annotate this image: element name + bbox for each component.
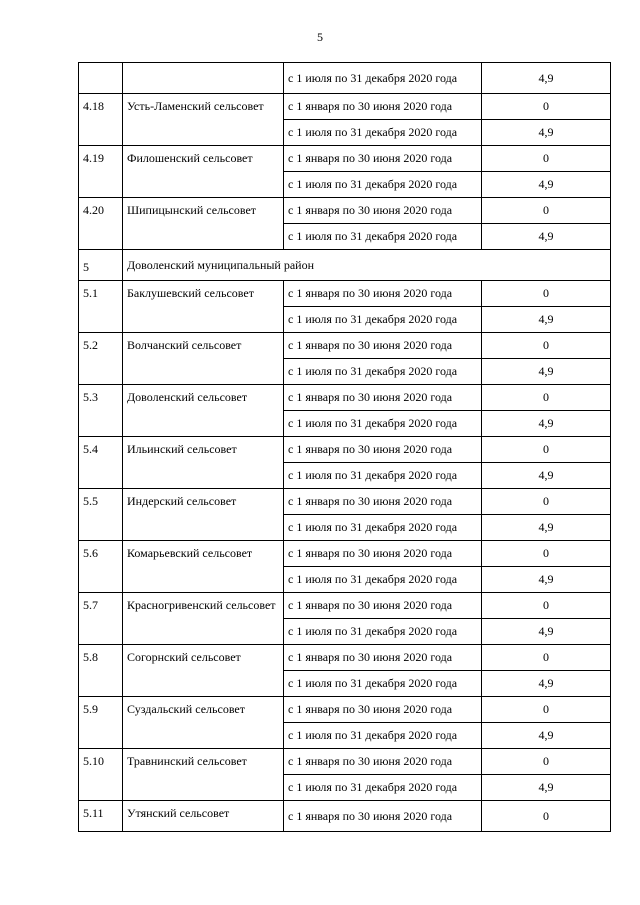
table-row bbox=[79, 63, 611, 94]
period-cell: с 1 января по 30 июня 2020 года bbox=[284, 333, 482, 359]
value-cell: 4,9 bbox=[482, 359, 611, 385]
period-cell: с 1 января по 30 июня 2020 года bbox=[284, 541, 482, 567]
period-cell: с 1 июля по 31 декабря 2020 года bbox=[284, 775, 482, 801]
table-row bbox=[79, 645, 611, 671]
row-number: 5.9 bbox=[79, 697, 123, 749]
value-cell: 4,9 bbox=[482, 307, 611, 333]
settlement-name: Комарьевский сельсовет bbox=[123, 541, 284, 593]
value-cell: 0 bbox=[482, 437, 611, 463]
page-number: 5 bbox=[317, 30, 323, 44]
value-cell: 4,9 bbox=[482, 463, 611, 489]
table-row bbox=[79, 333, 611, 359]
table-row bbox=[79, 697, 611, 723]
tariff-table bbox=[78, 62, 611, 832]
settlement-name: Ильинский сельсовет bbox=[123, 437, 284, 489]
period-cell: с 1 января по 30 июня 2020 года bbox=[284, 749, 482, 775]
row-number: 5.11 bbox=[79, 801, 123, 832]
settlement-name: Индерский сельсовет bbox=[123, 489, 284, 541]
period-cell: с 1 июля по 31 декабря 2020 года bbox=[284, 411, 482, 437]
settlement-name: Доволенский сельсовет bbox=[123, 385, 284, 437]
period-cell: с 1 января по 30 июня 2020 года bbox=[284, 385, 482, 411]
period-cell: с 1 июля по 31 декабря 2020 года bbox=[284, 567, 482, 593]
table-row bbox=[79, 437, 611, 463]
table-row bbox=[79, 385, 611, 411]
settlement-name: Шипицынский сельсовет bbox=[123, 198, 284, 250]
value-cell: 4,9 bbox=[482, 411, 611, 437]
settlement-name: Утянский сельсовет bbox=[123, 801, 284, 832]
table-row bbox=[79, 541, 611, 567]
table-row bbox=[79, 489, 611, 515]
period-cell: с 1 января по 30 июня 2020 года bbox=[284, 146, 482, 172]
row-number: 5.6 bbox=[79, 541, 123, 593]
district-name: Доволенский муниципальный район bbox=[123, 250, 611, 281]
settlement-name: Филошенский сельсовет bbox=[123, 146, 284, 198]
row-number-cell bbox=[79, 63, 123, 94]
value-cell: 0 bbox=[482, 593, 611, 619]
period-cell: с 1 января по 30 июня 2020 года bbox=[284, 489, 482, 515]
value-cell: 0 bbox=[482, 645, 611, 671]
value-cell: 0 bbox=[482, 489, 611, 515]
value-cell: 4,9 bbox=[482, 63, 611, 94]
period-cell: с 1 июля по 31 декабря 2020 года bbox=[284, 463, 482, 489]
value-cell: 0 bbox=[482, 198, 611, 224]
value-cell: 0 bbox=[482, 94, 611, 120]
value-cell: 4,9 bbox=[482, 723, 611, 749]
period-cell: с 1 января по 30 июня 2020 года bbox=[284, 198, 482, 224]
period-cell: с 1 июля по 31 декабря 2020 года bbox=[284, 723, 482, 749]
value-cell: 4,9 bbox=[482, 515, 611, 541]
value-cell: 0 bbox=[482, 749, 611, 775]
settlement-name: Согорнский сельсовет bbox=[123, 645, 284, 697]
row-number: 5.3 bbox=[79, 385, 123, 437]
row-number: 5.5 bbox=[79, 489, 123, 541]
settlement-name: Красногривенский сельсовет bbox=[123, 593, 284, 645]
period-cell: с 1 января по 30 июня 2020 года bbox=[284, 281, 482, 307]
table-body bbox=[79, 63, 611, 832]
value-cell: 4,9 bbox=[482, 567, 611, 593]
period-cell: с 1 июля по 31 декабря 2020 года bbox=[284, 619, 482, 645]
settlement-name: Волчанский сельсовет bbox=[123, 333, 284, 385]
period-cell: с 1 июля по 31 декабря 2020 года bbox=[284, 671, 482, 697]
district-row bbox=[79, 250, 611, 281]
period-cell: с 1 июля по 31 декабря 2020 года bbox=[284, 307, 482, 333]
value-cell: 4,9 bbox=[482, 619, 611, 645]
settlement-name: Суздальский сельсовет bbox=[123, 697, 284, 749]
row-number: 5.1 bbox=[79, 281, 123, 333]
period-cell: с 1 января по 30 июня 2020 года bbox=[284, 801, 482, 832]
value-cell: 0 bbox=[482, 541, 611, 567]
row-number: 4.18 bbox=[79, 94, 123, 146]
table-row bbox=[79, 281, 611, 307]
value-cell: 4,9 bbox=[482, 671, 611, 697]
row-number: 5.8 bbox=[79, 645, 123, 697]
row-number: 5.7 bbox=[79, 593, 123, 645]
settlement-name-cell bbox=[123, 63, 284, 94]
period-cell: с 1 января по 30 июня 2020 года bbox=[284, 645, 482, 671]
period-cell: с 1 января по 30 июня 2020 года bbox=[284, 697, 482, 723]
period-cell: с 1 января по 30 июня 2020 года bbox=[284, 437, 482, 463]
table-row bbox=[79, 593, 611, 619]
row-number: 5.10 bbox=[79, 749, 123, 801]
value-cell: 0 bbox=[482, 697, 611, 723]
district-number: 5 bbox=[79, 250, 123, 281]
period-cell: с 1 января по 30 июня 2020 года bbox=[284, 593, 482, 619]
row-number: 4.19 bbox=[79, 146, 123, 198]
value-cell: 0 bbox=[482, 281, 611, 307]
table-row bbox=[79, 94, 611, 120]
value-cell: 4,9 bbox=[482, 224, 611, 250]
period-cell: с 1 июля по 31 декабря 2020 года bbox=[284, 359, 482, 385]
table-row bbox=[79, 198, 611, 224]
settlement-name: Усть-Ламенский сельсовет bbox=[123, 94, 284, 146]
table-row bbox=[79, 801, 611, 832]
value-cell: 4,9 bbox=[482, 120, 611, 146]
table-row bbox=[79, 146, 611, 172]
period-cell: с 1 июля по 31 декабря 2020 года bbox=[284, 172, 482, 198]
value-cell: 4,9 bbox=[482, 172, 611, 198]
period-cell: с 1 июля по 31 декабря 2020 года bbox=[284, 515, 482, 541]
table-row bbox=[79, 749, 611, 775]
period-cell: с 1 января по 30 июня 2020 года bbox=[284, 94, 482, 120]
value-cell: 0 bbox=[482, 385, 611, 411]
row-number: 4.20 bbox=[79, 198, 123, 250]
value-cell: 0 bbox=[482, 146, 611, 172]
period-cell: с 1 июля по 31 декабря 2020 года bbox=[284, 120, 482, 146]
period-cell: с 1 июля по 31 декабря 2020 года bbox=[284, 224, 482, 250]
row-number: 5.2 bbox=[79, 333, 123, 385]
settlement-name: Баклушевский сельсовет bbox=[123, 281, 284, 333]
value-cell: 0 bbox=[482, 801, 611, 832]
value-cell: 0 bbox=[482, 333, 611, 359]
period-cell: с 1 июля по 31 декабря 2020 года bbox=[284, 63, 482, 94]
row-number: 5.4 bbox=[79, 437, 123, 489]
value-cell: 4,9 bbox=[482, 775, 611, 801]
settlement-name: Травнинский сельсовет bbox=[123, 749, 284, 801]
